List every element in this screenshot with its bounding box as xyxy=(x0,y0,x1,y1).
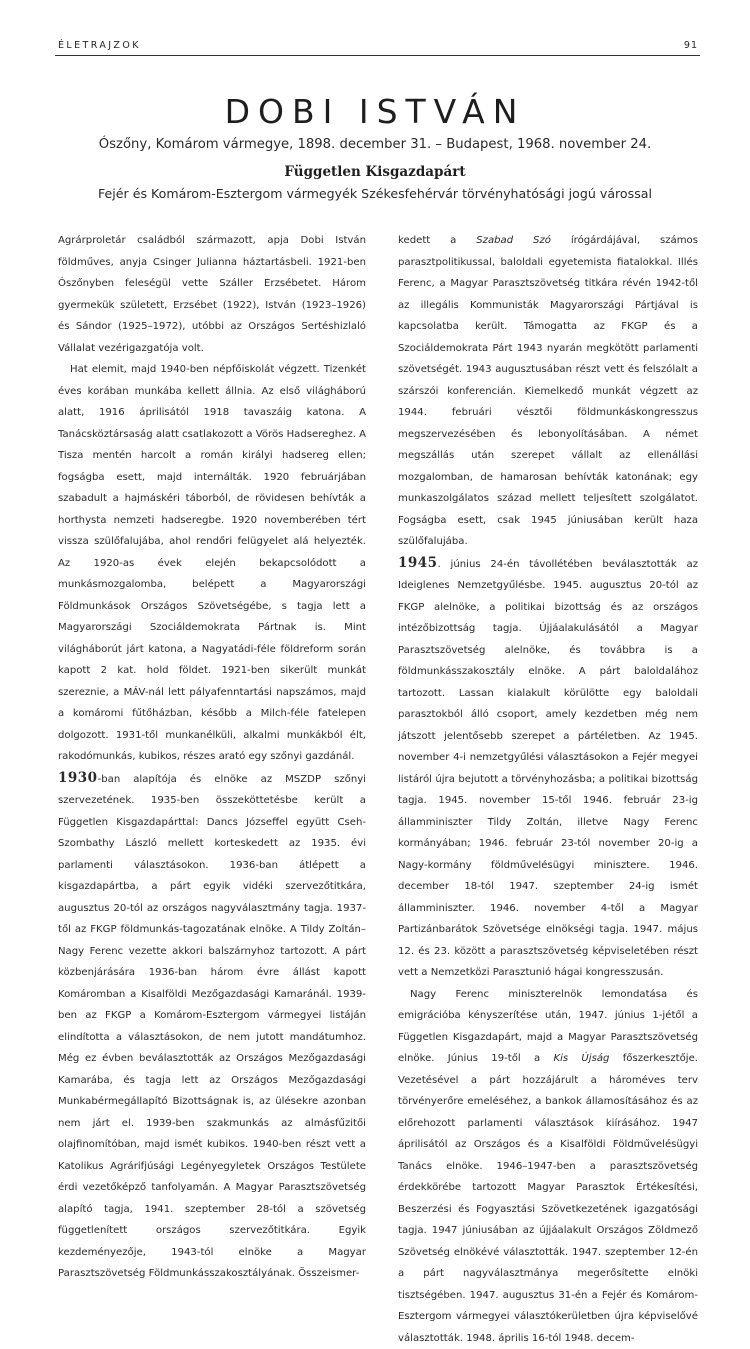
left-column xyxy=(58,230,366,1285)
header-rule xyxy=(55,55,700,56)
paragraph: Agrárproletár családból származott, apja Dobi István földműves, anyja Csinger Julianna háztartásbeli. 1921-ben Ószőnyben feleségül vette Száller Erzsébetet. Három gyermekük született, Erzsébet (1922), István (1923–1926) és Sándor (1925–1972), utóbbi az Országos Sertéshizlaló Vállalat vezérigazgatója volt. xyxy=(58,230,366,359)
paragraph-text: főszerkesztője. Vezetésével a párt hozzájárult a hároméves terv törvényerőre emeléséhez, a bankok államosításához és az előrehozott parlamenti választások kiírásához. 1947 áprilisától az Országos és a Kisalföldi Földművelésügyi Tanács elnöke. 1946–1947-ben a parasztszövetség érdekkörébe tartozott Magyar Parasztok Értékesítési, Beszerzési és Fogyasztási Szövetkezetének igazgatósági tagja. 1947 júniusában az újjáalakult Országos Zöldmező Szövetség elnökévé választották. 1947. szeptember 12-én a párt nagyválasztmánya megerősítette elnöki tisztségében. 1947. augusztus 31-én a Fejér és Komárom-Esztergom vármegyei választókerületben újra képviselővé választották. 1948. április 16-tól 1948. decem- xyxy=(398,1053,698,1344)
newspaper-title: Kis Újság xyxy=(553,1053,609,1064)
paragraph-text: -ban alapítója és elnöke az MSZDP szőnyi szervezetének. 1935-ben összeköttetésbe került a Független Kisgazdapárttal: Dancs Józseffel együtt Cseh-Szombathy László mellett korteskedett az 1935. évi parlamenti választásokon. 1936-ban átlépett a kisgazdapártba, a párt egyik vidéki szervezőtitkára, augusztus 20-tól az országos nagyválasztmány tagja. 1937-től az FKGP földmunkás-tagozatának elnöke. A Tildy Zoltán–Nagy Ferenc vezette akkori balszárnyhoz tartozott. A párt közbenjárására 1936-ban három évre állást kapott Komáromban a Kisalföldi Mezőgazdasági Kamaránál. 1939-ben az FKGP a Komárom-Esztergom vármegyei listáján elindította a választásokon, de nem jutott mandátumhoz. Még ez évben beválasztották az Országos Mezőgazdasági Kamarába, és tagja lett az Országos Mezőgazdasági Munkabérmegállapító Bizottságnak is, az ülésekre azonban nem járt el. 1939-ben szakmunkás az almásfűzitői olajfinomítóban, majd ismét kubikos. 1940-ben részt vett a Katolikus Agrárifjúsági Legényegyletek Országos Testülete érdi vezetőképző tanfolyamán. A Magyar Parasztszövetség alapító tagja, 1941. szeptember 28-tól a szövetség függetlenített országos szervezőtitkára. Egyik kezdeményezője, 1943-tól elnöke a Magyar Parasztszövetség Földmunkásszakosztályának. Összeismer- xyxy=(58,774,366,1280)
year-marker: 1930 xyxy=(58,770,98,786)
paragraph-text: írógárdájával, számos parasztpolitikussal, baloldali egyetemista fiatalokkal. Illés Ferenc, a Magyar Parasztszövetség titkára révén 1942-től az illegális Kommunisták Magyarországi Pártjával is kapcsolatba került. Támogatta az FKGP és a Szociáldemokrata Párt 1943 nyarán megkötött parlamenti szövetségét. 1943 augusztusában részt vett és felszólalt a szárszói konferencián. Kiemelkedő munkát végzett az 1944. februári vésztői földmunkáskongresszus megszervezésében és lebonyolításában. A német megszállás után szerepet vállalt az ellenállási mozgalomban, de hamarosan behívták katonának; egy munkaszolgálatos század mellett teljesített szolgálatot. Fogságba esett, csak 1945 júniusában került haza szülőfalujába. xyxy=(398,235,698,547)
paragraph xyxy=(398,553,698,984)
paragraph xyxy=(58,768,366,1285)
paragraph xyxy=(398,230,698,553)
constituency: Fejér és Komárom-Esztergom vármegyék Székesfehérvár törvényhatósági jogú várossal xyxy=(0,186,750,201)
newspaper-title: Szabad Szó xyxy=(476,235,551,246)
paragraph xyxy=(398,984,698,1349)
paragraph-text: kedett a xyxy=(398,235,476,246)
biography-title: DOBI ISTVÁN xyxy=(0,92,750,131)
running-head-section: ÉLETRAJZOK xyxy=(58,40,141,51)
party-affiliation: Független Kisgazdapárt xyxy=(0,164,750,180)
right-column xyxy=(398,230,698,1349)
birth-death-dates: Ószőny, Komárom vármegye, 1898. december 31. – Budapest, 1968. november 24. xyxy=(0,137,750,152)
paragraph-text: Nagy Ferenc miniszterelnök lemondatása és emigrációba kényszerítése után, 1947. június 1-jétől a Független Kisgazdapárt, majd a Magyar Parasztszövetség elnöke. Június 19-től a xyxy=(398,989,698,1065)
page-number: 91 xyxy=(684,40,698,51)
year-marker: 1945 xyxy=(398,555,438,571)
paragraph: Hat elemit, majd 1940-ben népfőiskolát végzett. Tizenkét éves korában munkába kellett állnia. Az első világháború alatt, 1916 áprilisától 1918 tavaszáig katona. A Tanácsköztársaság alatt csatlakozott a Vörös Hadsereghez. A Tisza mentén harcolt a román királyi hadsereg ellen; fogságba esett, majd internálták. 1920 februárjában szabadult a hajmáskéri táborból, de rövidesen behívták a horthysta nemzeti hadseregbe. 1920 novemberében tért vissza szülőfalujába, ahol rendőri felügyelet alá helyezték. Az 1920-as évek elején bekapcsolódott a munkásmozgalomba, belépett a Magyarországi Földmunkások Országos Szövetségébe, s tagja lett a Magyarországi Szociáldemokrata Pártnak is. Mint világháborút járt katona, a Nagyatádi-féle földreform során kapott 2 kat. hold földet. 1921-ben sikerült munkát szereznie, a MÁV-nál lett pályafenntartási napszámos, majd a komáromi fűtőházban, később a Milch-féle fatelepen dolgozott. 1931-től munkanélküli, alkalmi munkákból élt, rakodómunkás, kubikos, részes arató egy szőnyi gazdánál. xyxy=(58,359,366,768)
paragraph-text: . június 24-én távollétében beválasztották az Ideiglenes Nemzetgyűlésbe. 1945. augusztus 20-tól az FKGP alelnöke, a politikai bizottság és az országos intézőbizottság tagja. Újjáalakulásától a Magyar Parasztszövetség alelnöke, és továbbra is a földmunkásszakosztály elnöke. A párt baloldalához tartozott. Lassan kialakult körülötte egy baloldali parasztokból álló csoport, amely kezdetben még nem játszott jelentősebb szerepet a pártéletben. Az 1945. november 4-i nemzetgyűlési választásokon a Fejér megyei listáról újra bejutott a törvényhozásba; a politikai bizottság tagja. 1945. november 15-től 1946. február 23-ig államminiszter Tildy Zoltán, illetve Nagy Ferenc kormányában; 1946. február 23-tól november 20-ig a Nagy-kormány földművelésügyi minisztere. 1946. december 18-tól 1947. szeptember 24-ig ismét államminiszter. 1946. november 4-től a Magyar Partizánbarátok Szövetsége elnökségi tagja. 1947. május 12. és 23. között a parasztszövetség képviseletében részt vett a Nemzetközi Parasztunió hágai kongresszusán. xyxy=(398,559,698,979)
